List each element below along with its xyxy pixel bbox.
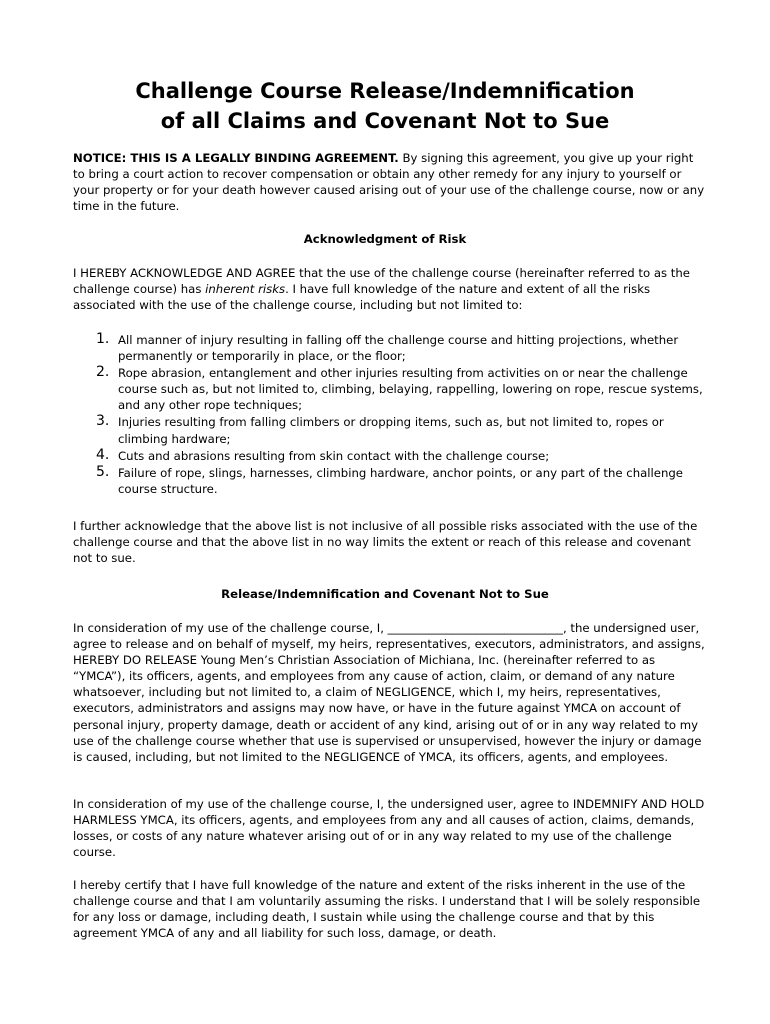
title-line-1: Challenge Course Release/Indemnification — [135, 79, 635, 103]
list-item — [73, 465, 705, 497]
list-number: 5. — [96, 463, 110, 480]
list-text: Rope abrasion, entanglement and other injuries resulting from activities on or near the challenge course such as, but not limited to, climbing, belaying, rappelling, lowering on rope, rescue systems, and any other rope techniques; — [118, 366, 703, 413]
list-item — [73, 332, 705, 364]
list-item — [73, 365, 705, 413]
release-paragraph: In consideration of my use of the challenge course, I, ______________________________, the undersigned user, agree to release and on behalf of myself, my heirs, representatives, executors, administrators, and assigns, HEREBY DO RELEASE Young Men’s Christian Association of Michiana, Inc. (hereinafter referred to as “YMCA”), its officers, agents, and employees from any cause of action, claim, or demand of any nature whatsoever, including but not limited to, a claim of NEGLIGENCE, which I, my heirs, representatives, executors, administrators and assigns may now have, or have in the future against YMCA on account of personal injury, property damage, death or accident of any kind, arising out of or in any way related to my use of the challenge course whether that use is supervised or unsupervised, however the injury or damage is caused, including, but not limited to the NEGLIGENCE of YMCA, its officers, agents, and employees. — [73, 621, 705, 764]
list-number: 4. — [96, 446, 110, 463]
list-item — [73, 448, 705, 464]
title-line-2: of all Claims and Covenant Not to Sue — [160, 109, 610, 133]
list-number: 2. — [96, 364, 110, 381]
acknowledgment-heading: Acknowledgment of Risk — [303, 232, 467, 246]
risk-list — [73, 332, 705, 498]
notice-text: By signing this agreement, you give up your right to bring a court action to recover compensation or obtain any other remedy for any injury to yourself or your property or for your death however caused arising out of your use of the challenge course, now or any time in the future. — [73, 151, 705, 214]
list-number: 1. — [96, 331, 110, 347]
list-text: Injuries resulting from falling climbers or dropping items, such as, but not limited to, ropes or climbing hardware; — [118, 415, 664, 446]
list-number: 3. — [96, 413, 110, 430]
notice-paragraph — [73, 150, 705, 214]
indemnify-paragraph: In consideration of my use of the challenge course, I, the undersigned user, agree to INDEMNIFY AND HOLD HARMLESS YMCA, its officers, agents, and employees from any and all causes of action, claims, demands, losses, or costs of any nature whatever arising out of or in any way related to my use of the challenge course. — [73, 797, 705, 860]
list-text: Failure of rope, slings, harnesses, climbing hardware, anchor points, or any part of the challenge course structure. — [118, 465, 683, 496]
acknowledgment-intro: I HEREBY ACKNOWLEDGE AND AGREE that the use of the challenge course (hereinafter referred to as the challenge course) has inherent risks. I have full knowledge of the nature and extent of all the risks associated with the use of the challenge course, including but not limited to: — [73, 266, 690, 313]
release-heading: Release/Indemnification and Covenant Not to Sue — [221, 587, 549, 601]
certification-paragraph: I hereby certify that I have full knowledge of the nature and extent of the risks inherent in the use of the challenge course and that I am voluntarily assuming the risks. I understand that I will be solely responsible for any loss or damage, including death, I sustain while using the challenge course and that by this agreement YMCA of any and all liability for such loss, damage, or death. — [73, 878, 701, 941]
document-title — [0, 76, 770, 136]
further-acknowledgment: I further acknowledge that the above list is not inclusive of all possible risks associated with the use of the challenge course and that the above list in no way limits the extent or reach of this release and covenant not to sue. — [73, 519, 698, 566]
list-item — [73, 414, 705, 446]
inherent-risks-emphasis: inherent risks — [205, 282, 286, 297]
list-text: Cuts and abrasions resulting from skin contact with the challenge course; — [118, 448, 550, 463]
list-text: All manner of injury resulting in falling off the challenge course and hitting projections, whether permanently or temporarily in place, or the floor; — [118, 333, 679, 364]
notice-label: NOTICE: THIS IS A LEGALLY BINDING AGREEMENT. — [73, 151, 399, 165]
